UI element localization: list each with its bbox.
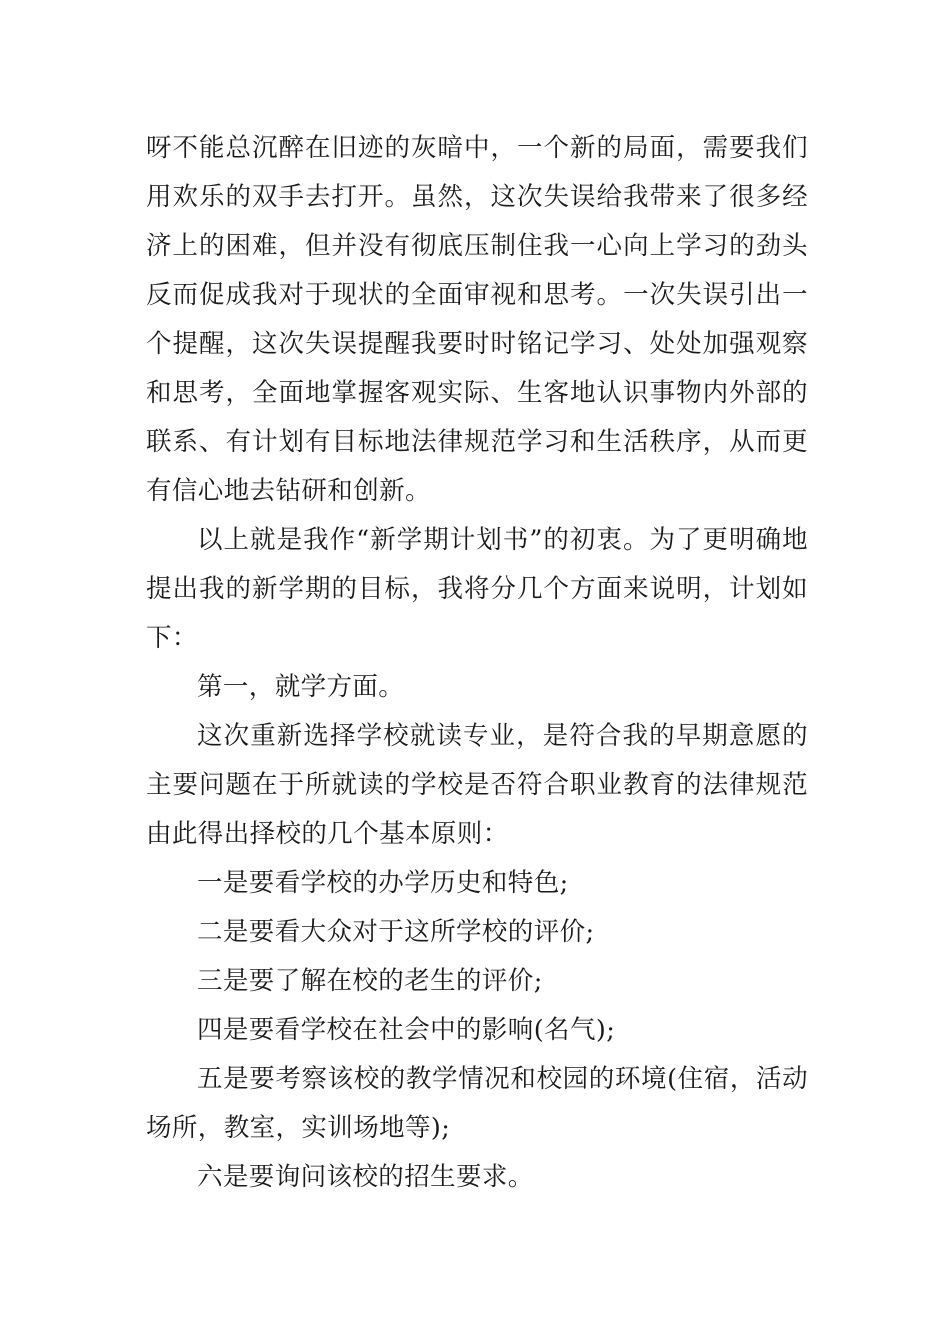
paragraph-10: 六是要询问该校的招生要求。 (197, 1162, 534, 1192)
paragraph-4: 这次重新选择学校就读专业，是符合我的早期意愿的主要问题在于所就读的学校是否符合职业教育的法律规范由此得出择校的几个基本原则： (146, 721, 808, 849)
paragraph-6: 二是要看大众对于这所学校的评价; (197, 917, 595, 947)
paragraph-9: 五是要考察该校的教学情况和校园的环境(住宿，活动场所，教室，实训场地等); (146, 1064, 808, 1143)
document-body (146, 124, 808, 1202)
paragraph-1: 呀不能总沉醉在旧迹的灰暗中，一个新的局面，需要我们用欢乐的双手去打开。虽然，这次失误给我带来了很多经济上的困难，但并没有彻底压制住我一心向上学习的劲头反而促成我对于现状的全面审视和思考。一次失误引出一个提醒，这次失误提醒我要时时铭记学习、处处加强观察和思考，全面地掌握客观实际、生客地认识事物内外部的联系、有计划有目标地法律规范学习和生活秩序，从而更有信心地去钻研和创新。 (146, 133, 808, 506)
paragraph-5: 一是要看学校的办学历史和特色; (197, 868, 569, 898)
paragraph-8: 四是要看学校在社会中的影响(名气); (197, 1015, 616, 1045)
paragraph-2: 以上就是我作“新学期计划书”的初衷。为了更明确地提出我的新学期的目标，我将分几个方面来说明，计划如下： (146, 525, 808, 653)
paragraph-3: 第一，就学方面。 (197, 672, 405, 702)
paragraph-7: 三是要了解在校的老生的评价; (197, 966, 543, 996)
